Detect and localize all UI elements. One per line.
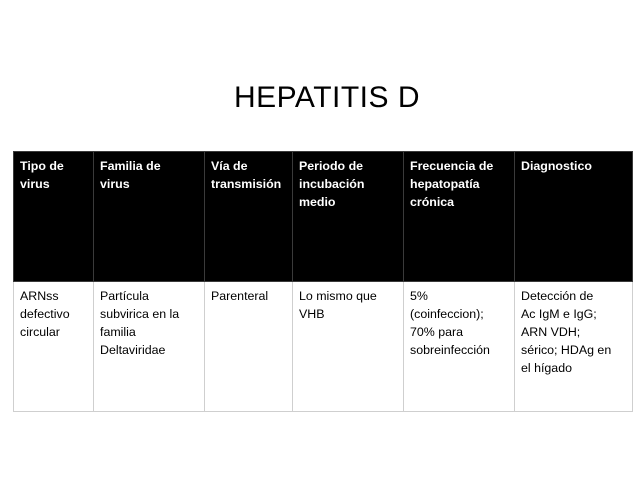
cell-diagnostico: Detección de Ac IgM e IgG; ARN VDH; sérico; HDAg en el hígado [515,282,633,412]
header-via-de-transmision: Vía de transmisión [205,152,293,282]
header-periodo-de-incubacion: Periodo de incubación medio [293,152,404,282]
cell-familia-de-virus: Partícula subvirica en la familia Deltaviridae [94,282,205,412]
header-tipo-de-virus: Tipo de virus [14,152,94,282]
cell-tipo-de-virus: ARNss defectivo circular [14,282,94,412]
slide-title: HEPATITIS D [233,81,421,114]
header-familia-de-virus: Familia de virus [94,152,205,282]
header-diagnostico: Diagnostico [515,152,633,282]
table-row [14,282,633,412]
cell-via-de-transmision: Parenteral [205,282,293,412]
hepatitis-d-table [13,151,633,412]
cell-periodo-de-incubacion: Lo mismo que VHB [293,282,404,412]
cell-frecuencia-hepatopatia: 5% (coinfeccion); 70% para sobreinfección [404,282,515,412]
header-frecuencia-hepatopatia: Frecuencia de hepatopatía crónica [404,152,515,282]
header-row [14,152,633,282]
